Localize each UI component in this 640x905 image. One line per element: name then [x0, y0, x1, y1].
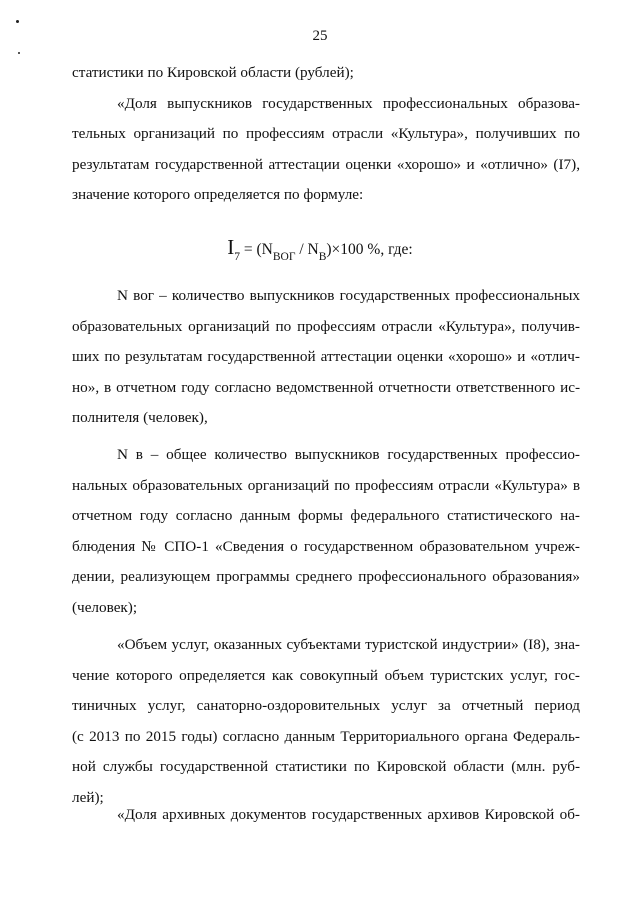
page-number: 25 [312, 28, 328, 44]
text-line: отчетном году согласно данным формы федерального статистического на- [72, 507, 580, 524]
paragraph-last [72, 800, 580, 831]
body-text [72, 58, 580, 211]
text-line: ших по результатам государственной аттестации оценки «хорошо» и «отлич- [72, 348, 580, 365]
paragraph-nv [72, 440, 580, 623]
text-line: тельных организаций по профессиям отрасли «Культура», получивших по [72, 125, 580, 142]
text-line: чение которого определяется как совокупный объем туристских услуг, гос- [72, 666, 580, 684]
text-line: (с 2013 по 2015 годы) согласно данным Территориального органа Федераль- [72, 727, 580, 745]
text-line: тиничных услуг, санаторно-оздоровительных услуг за отчетный период [72, 697, 580, 714]
formula [0, 235, 640, 263]
scan-speck [18, 52, 20, 54]
text-line: «Доля архивных документов государственных архивов Кировской об- [117, 806, 580, 823]
formula-rhs: )×100 %, где: [326, 241, 413, 258]
text-line: но», в отчетном году согласно ведомственной отчетности ответственного ис- [72, 378, 580, 396]
text-line: «Объем услуг, оказанных субъектами туристской индустрии» (I8), зна- [117, 636, 580, 653]
text-line: ной службы государственной статистики по Кировской области (млн. руб- [72, 758, 580, 775]
formula-lhs-sub: 7 [234, 251, 240, 263]
formula-sub1: ВОГ [272, 251, 296, 263]
text-line: N вог – количество выпускников государственных профессиональных [117, 287, 580, 304]
text-line: значение которого определяется по формуле: [72, 186, 364, 203]
formula-mid: / N [295, 241, 319, 258]
formula-sub2: В [318, 251, 327, 263]
text-line: лей); [72, 788, 104, 806]
text-line: образовательных организаций по профессиям отрасли «Культура», получив- [72, 317, 580, 335]
text-line: статистики по Кировской области (рублей); [72, 64, 354, 81]
text-line: нальных образовательных организаций по профессиям отрасли «Культура» в [72, 476, 580, 494]
paragraph-i8 [72, 630, 580, 813]
text-line: полнителя (человек), [72, 409, 208, 426]
text-line: «Доля выпускников государственных профессиональных образова- [117, 94, 580, 112]
scan-speck [16, 20, 19, 23]
text-line: N в – общее количество выпускников государственных профессио- [117, 446, 580, 463]
text-line: результатам государственной аттестации оценки «хорошо» и «отлично» (I7), [72, 155, 580, 173]
text-line: дении, реализующем программы среднего профессионального образования» [72, 568, 580, 585]
formula-lhs: I [227, 235, 235, 259]
formula-eq: = (N [239, 241, 273, 258]
text-line: блюдения № СПО-1 «Сведения о государственном образовательном учреж- [72, 537, 580, 555]
paragraph-nvog [72, 281, 580, 434]
text-line: (человек); [72, 598, 138, 616]
